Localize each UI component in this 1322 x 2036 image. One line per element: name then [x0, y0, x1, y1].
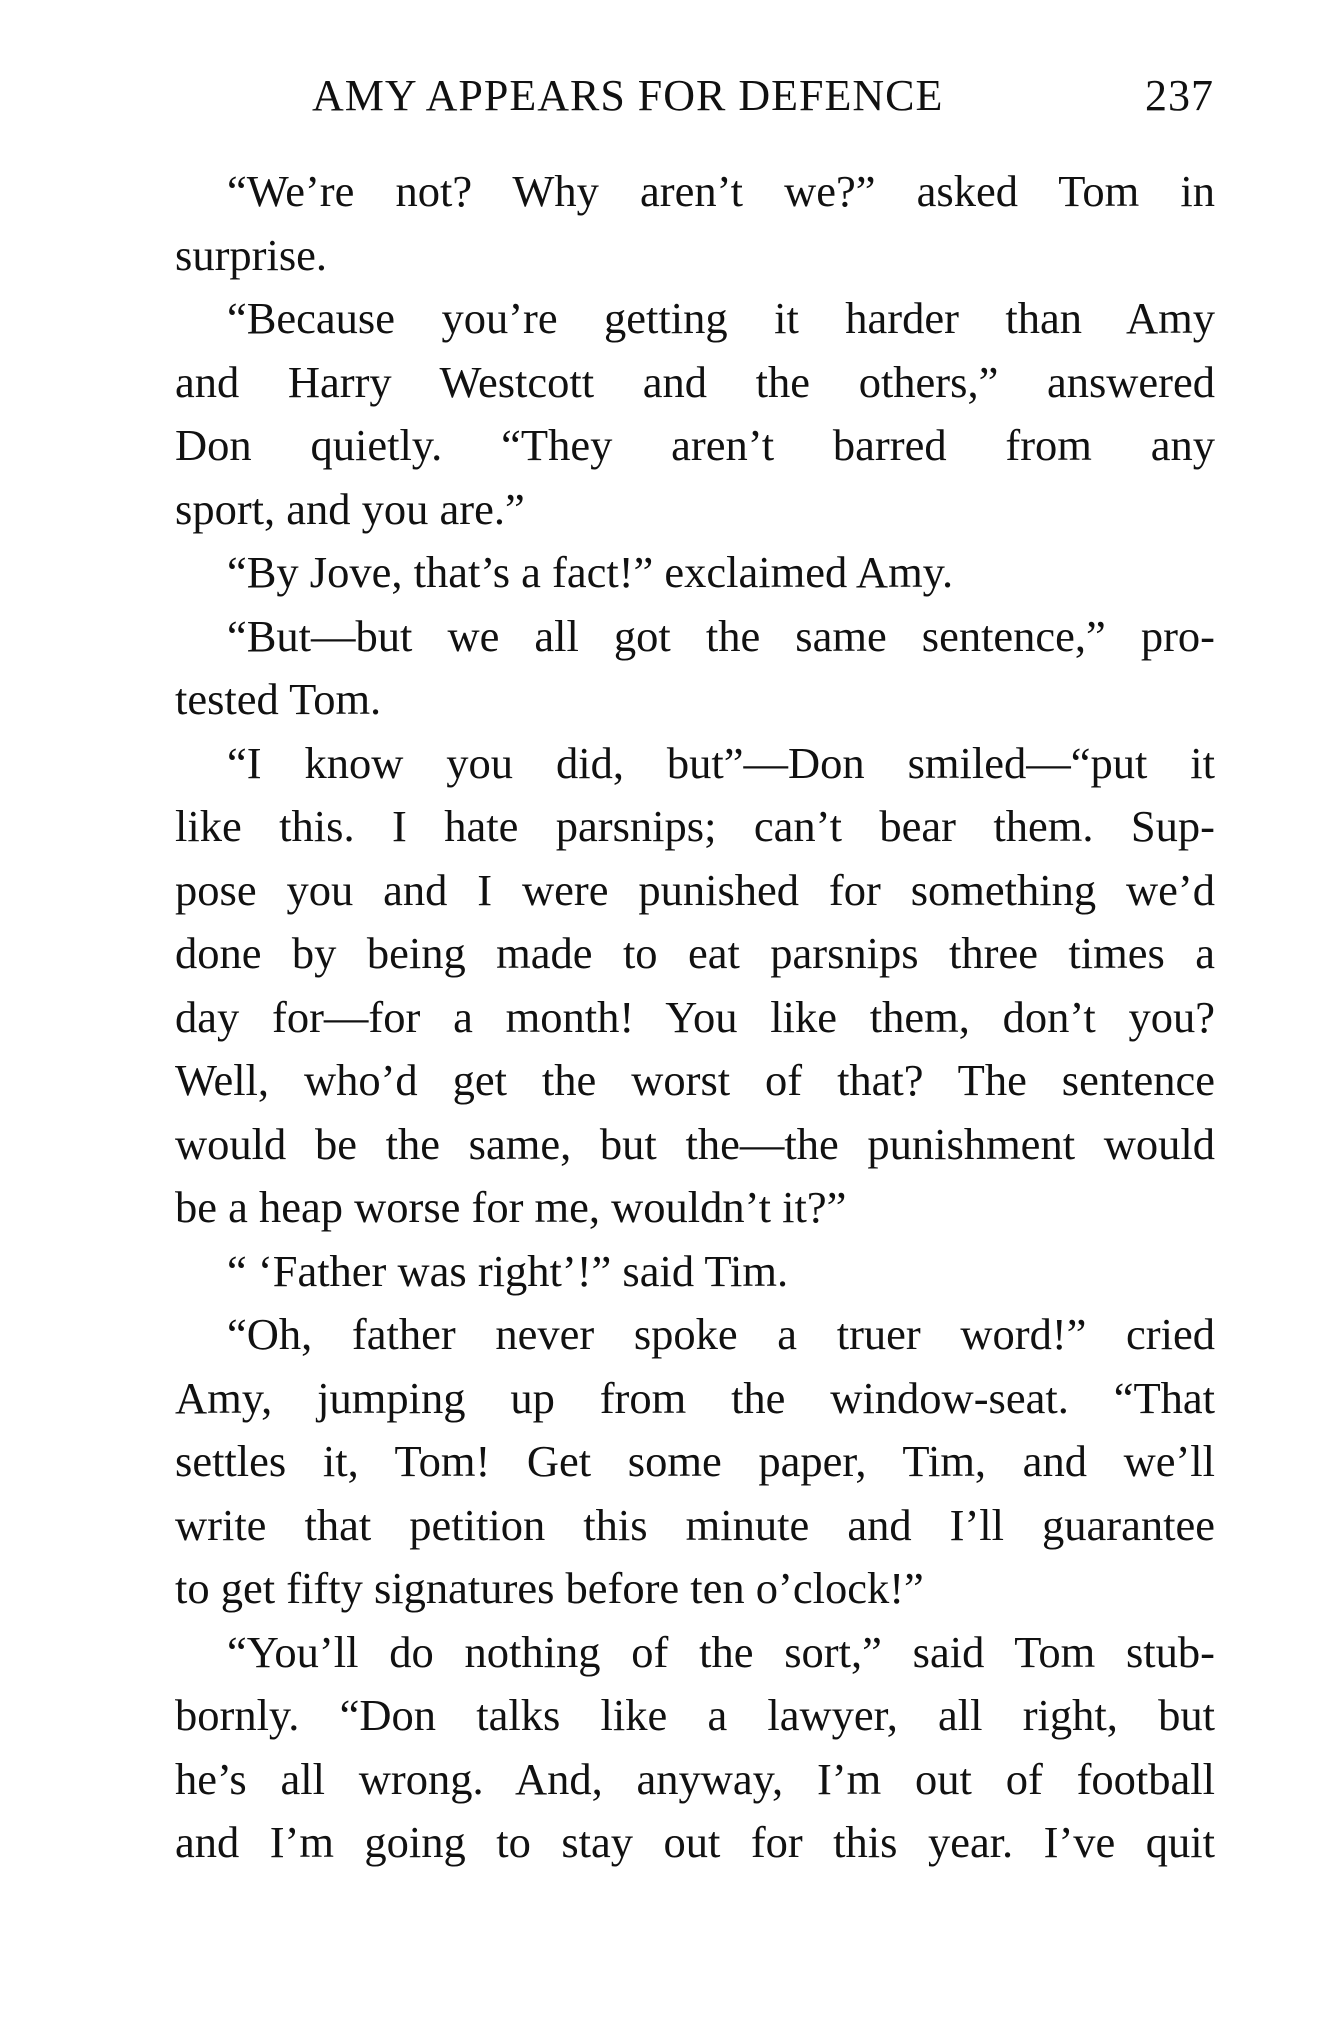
page-number: 237: [1145, 71, 1214, 120]
text-line: he’s all wrong. And, anyway, I’m out of football: [175, 1753, 1215, 1804]
text-line: “You’ll do nothing of the sort,” said Tom stub-: [227, 1626, 1215, 1677]
running-head: [312, 70, 1214, 130]
text-line: done by being made to eat parsnips three times a: [175, 928, 1215, 978]
text-line: “Oh, father never spoke a truer word!” cried: [227, 1309, 1215, 1359]
text-line: “We’re not? Why aren’t we?” asked Tom in: [227, 166, 1215, 216]
text-line: write that petition this minute and I’ll guarantee: [175, 1499, 1215, 1550]
text-line: “ ‘Father was right’!” said Tim.: [227, 1245, 789, 1296]
text-line: and I’m going to stay out for this year. I’ve quit: [175, 1817, 1215, 1867]
body-text: [175, 160, 1215, 1875]
text-line: sport, and you are.”: [175, 483, 525, 534]
text-line: and Harry Westcott and the others,” answered: [175, 356, 1215, 407]
text-line: to get fifty signatures before ten o’clock!”: [175, 1563, 924, 1613]
text-line: “Because you’re getting it harder than Amy: [227, 293, 1215, 343]
text-line: “I know you did, but”—Don smiled—“put it: [227, 737, 1215, 788]
text-line: day for—for a month! You like them, don’t you?: [175, 991, 1215, 1042]
running-title: AMY APPEARS FOR DEFENCE: [312, 71, 944, 120]
text-line: Amy, jumping up from the window-seat. “That: [175, 1372, 1215, 1423]
text-line: Well, who’d get the worst of that? The sentence: [175, 1055, 1215, 1105]
text-line: tested Tom.: [175, 674, 382, 724]
text-line: “But—but we all got the same sentence,” pro-: [227, 610, 1215, 661]
text-line: like this. I hate parsnips; can’t bear them. Sup-: [175, 801, 1215, 851]
text-line: pose you and I were punished for something we’d: [175, 864, 1215, 915]
text-line: surprise.: [175, 229, 328, 280]
text-line: settles it, Tom! Get some paper, Tim, and we’ll: [175, 1436, 1215, 1486]
text-line: “By Jove, that’s a fact!” exclaimed Amy.: [227, 547, 954, 597]
text-line: be a heap worse for me, wouldn’t it?”: [175, 1182, 847, 1232]
text-line: bornly. “Don talks like a lawyer, all right, but: [175, 1690, 1215, 1740]
text-line: would be the same, but the—the punishment would: [175, 1118, 1215, 1169]
text-line: Don quietly. “They aren’t barred from any: [175, 420, 1215, 470]
